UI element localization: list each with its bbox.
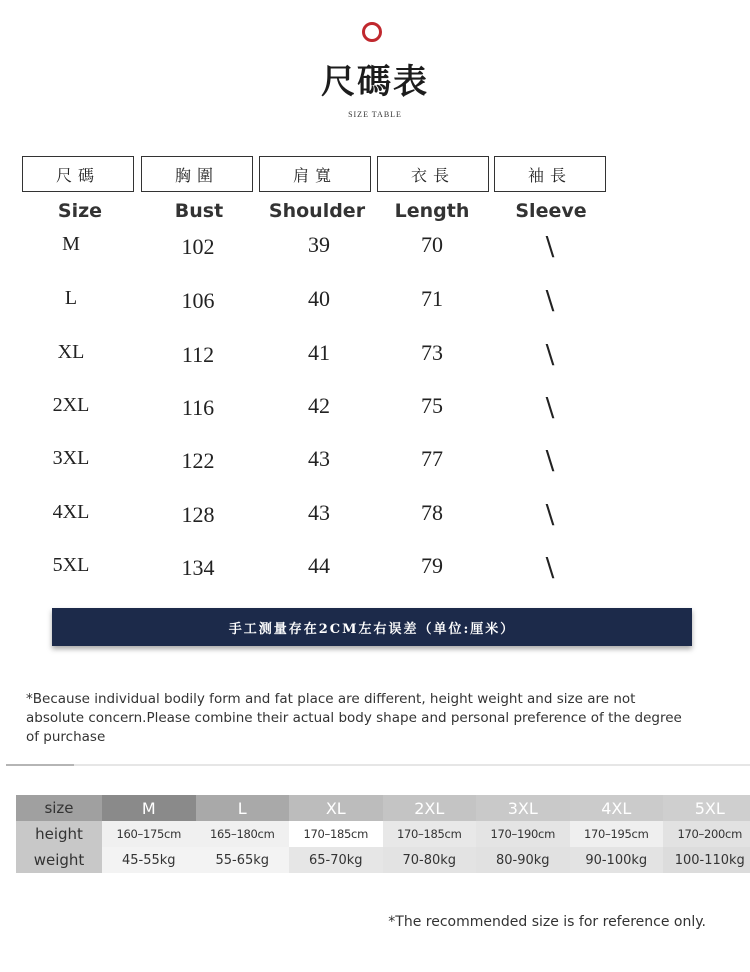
rec-cell-size: 5XL xyxy=(663,795,750,821)
header-shoulder-cn: 肩寬 xyxy=(259,156,371,192)
rec-cell-size: L xyxy=(196,795,290,821)
rec-cell-height: 170–185cm xyxy=(289,821,383,847)
page-title: 尺碼表 xyxy=(321,62,429,102)
size-table-cell: \ xyxy=(545,553,555,583)
logo-circle-icon xyxy=(362,22,382,42)
rec-cell-weight: 70-80kg xyxy=(383,847,477,873)
size-table-cell: 41 xyxy=(308,340,330,365)
size-table-cell: 79 xyxy=(421,553,443,578)
size-table-cell: 42 xyxy=(308,393,330,418)
rec-cell-height: 165–180cm xyxy=(196,821,290,847)
header-sleeve-en: Sleeve xyxy=(515,200,587,222)
size-table-cell: 71 xyxy=(421,286,443,311)
size-table-cell: 128 xyxy=(181,502,215,527)
divider xyxy=(6,764,750,766)
size-table-cell: 78 xyxy=(421,500,443,525)
size-table-cell: 73 xyxy=(421,340,443,365)
rec-cell-size: 4XL xyxy=(570,795,664,821)
rec-cell-size: M xyxy=(102,795,196,821)
footer-note: *The recommended size is for reference only. xyxy=(388,914,706,930)
rec-label-height: height xyxy=(16,821,102,847)
size-table-cell: 106 xyxy=(181,288,215,313)
disclaimer-note: *Because individual bodily form and fat place are different, height weight and size are not absolute concern.Please combine their actual body shape and personal preference of the degree of purchase xyxy=(26,691,682,745)
size-table-cell: 2XL xyxy=(52,394,90,416)
size-table-cell: 70 xyxy=(421,232,443,257)
size-table-cell: 44 xyxy=(308,553,330,578)
size-table-cell: 40 xyxy=(308,286,330,311)
size-table-cell: \ xyxy=(545,446,555,476)
header-bust-en: Bust xyxy=(174,200,224,222)
size-table-cell: 112 xyxy=(181,342,215,367)
rec-cell-height: 170–185cm xyxy=(383,821,477,847)
divider-accent xyxy=(6,764,74,766)
size-table-cell: 134 xyxy=(181,555,215,580)
rec-label-size: size xyxy=(16,795,102,821)
rec-cell-height: 160–175cm xyxy=(102,821,196,847)
size-table-cell: \ xyxy=(545,232,555,262)
size-table-cell: 43 xyxy=(308,446,330,471)
header-length-en: Length xyxy=(394,200,470,222)
size-table-cell: 43 xyxy=(308,500,330,525)
size-table-cell: \ xyxy=(545,286,555,316)
size-table-cell: 4XL xyxy=(52,501,90,523)
measurement-banner: 手工测量存在2CM左右误差（单位:厘米） xyxy=(52,608,692,646)
rec-label-weight: weight xyxy=(16,847,102,873)
header-size-cn: 尺碼 xyxy=(22,156,134,192)
header-shoulder-en: Shoulder xyxy=(268,200,366,222)
rec-cell-size: 3XL xyxy=(476,795,570,821)
rec-cell-weight: 45-55kg xyxy=(102,847,196,873)
header-sleeve-cn: 袖長 xyxy=(494,156,606,192)
rec-cell-size: 2XL xyxy=(383,795,477,821)
rec-cell-size: XL xyxy=(289,795,383,821)
size-table-cell: 3XL xyxy=(52,447,90,469)
header-size-en: Size xyxy=(57,200,103,222)
size-table-cell: 75 xyxy=(421,393,443,418)
size-table-cell: 116 xyxy=(181,395,215,420)
size-table-cell: 122 xyxy=(181,448,215,473)
rec-cell-weight: 80-90kg xyxy=(476,847,570,873)
size-table-cell: \ xyxy=(545,393,555,423)
size-table-cell: 5XL xyxy=(52,554,90,576)
page-subtitle: SIZE TABLE xyxy=(348,110,402,119)
size-table-cell: 39 xyxy=(308,232,330,257)
size-table-cell: L xyxy=(64,287,78,309)
size-table-cell: 77 xyxy=(421,446,443,471)
rec-cell-weight: 100-110kg xyxy=(663,847,750,873)
size-table-cell: \ xyxy=(545,500,555,530)
rec-cell-weight: 55-65kg xyxy=(196,847,290,873)
rec-cell-weight: 65-70kg xyxy=(289,847,383,873)
size-table-cell: M xyxy=(62,233,80,255)
header-bust-cn: 胸圍 xyxy=(141,156,253,192)
rec-cell-height: 170–195cm xyxy=(570,821,664,847)
size-table-cell: XL xyxy=(57,341,85,363)
rec-cell-height: 170–200cm xyxy=(663,821,750,847)
size-table-cell: 102 xyxy=(181,234,215,259)
rec-cell-weight: 90-100kg xyxy=(570,847,664,873)
rec-cell-height: 170–190cm xyxy=(476,821,570,847)
size-table-cell: \ xyxy=(545,340,555,370)
header-length-cn: 衣長 xyxy=(377,156,489,192)
